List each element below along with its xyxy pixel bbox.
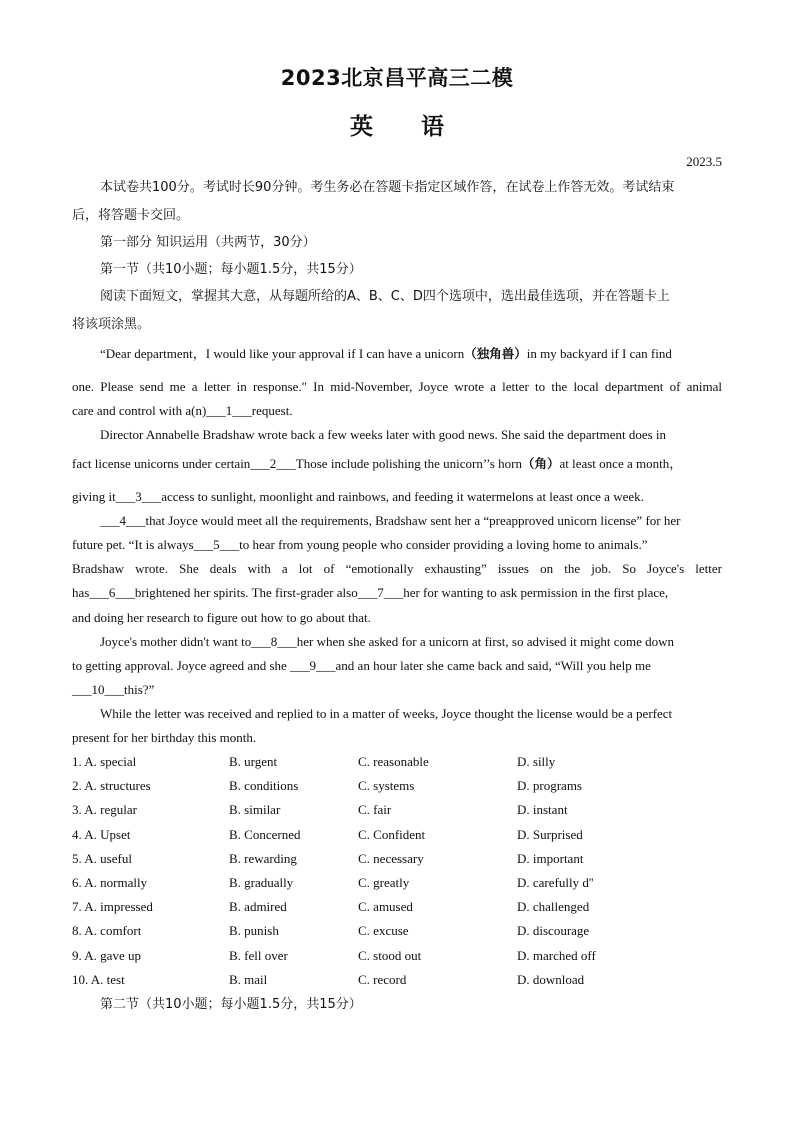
passage-line-16: present for her birthday this month. — [72, 730, 257, 745]
option-3-d: D. instant — [517, 802, 568, 818]
option-5-b: B. rewarding — [229, 850, 297, 866]
option-10-c: C. record — [358, 971, 407, 987]
option-1-b: B. urgent — [229, 754, 278, 769]
passage-line-10: has___6___brightened her spirits. The first-grader also___7___her for wanting to ask permission in the first place, — [72, 585, 669, 600]
option-5-a: 5. A. useful — [72, 850, 132, 866]
option-10-a: 10. A. test — [72, 971, 125, 987]
passage-line-8: future pet. “It is always___5___to hear from young people who consider providing a loving home to animals.” — [72, 537, 648, 552]
section-two-heading: 第二节（共10小题；每小题1.5分，共15分） — [100, 997, 362, 1012]
option-4-a: 4. A. Upset — [72, 826, 131, 842]
option-6-d: D. carefully d'' — [517, 875, 594, 890]
option-9-d: D. marched off — [517, 947, 596, 963]
option-2-b: B. conditions — [229, 778, 299, 794]
intro-line-1: 本试卷共100分。考试时长90分钟。考生务必在答题卡指定区域作答，在试卷上作答无效。考试结束 — [100, 180, 675, 195]
passage-line-1 — [72, 346, 722, 362]
passage-line-15: While the letter was received and replied to in a matter of weeks, Joyce thought the license would be a perfect — [100, 706, 673, 721]
option-1-a: 1. A. special — [72, 754, 137, 769]
instruction-line-2: 将该项涂黑。 — [72, 317, 151, 332]
option-2-a: 2. A. structures — [72, 778, 151, 794]
intro-line-2: 后，将答题卡交回。 — [72, 208, 190, 223]
exam-date: 2023.5 — [686, 154, 722, 169]
passage-line-5 — [72, 456, 722, 472]
option-6-c: C. greatly — [358, 875, 410, 890]
option-3-c: C. fair — [358, 802, 392, 818]
passage-line-11: and doing her research to figure out how to go about that. — [72, 610, 371, 625]
passage-line-5c: at least once a month， — [559, 456, 683, 471]
option-2-c: C. systems — [358, 778, 415, 794]
passage-line-2: one. Please send me a letter in response." In mid-November, Joyce wrote a letter to the local department of animal — [72, 379, 722, 394]
option-7-a: 7. A. impressed — [72, 899, 153, 915]
option-7-b: B. admired — [229, 899, 287, 915]
subject-heading — [0, 108, 794, 141]
option-1-c: C. reasonable — [358, 754, 429, 769]
section-one-heading: 第一节（共10小题；每小题1.5分，共15分） — [100, 262, 362, 277]
passage-line-5a: fact license unicorns under certain___2___Those include polishing the unicorn’’s horn — [72, 456, 522, 471]
option-9-b: B. fell over — [229, 947, 288, 963]
option-8-b: B. punish — [229, 923, 279, 939]
passage-line-1c: in my backyard if I can find — [526, 346, 672, 361]
option-7-c: C. amused — [358, 899, 413, 915]
passage-line-3: care and control with a(n)___1___request. — [72, 403, 293, 418]
option-6-b: B. gradually — [229, 875, 294, 890]
option-3-b: B. similar — [229, 802, 281, 818]
part-one-heading: 第一部分 知识运用（共两节，30分） — [100, 235, 316, 250]
passage-line-9: Bradshaw wrote. She deals with a lot of “emotionally exhausting” issues on the job. So Joyce's letter — [72, 561, 722, 576]
option-10-d: D. download — [517, 971, 585, 987]
option-8-a: 8. A. comfort — [72, 923, 142, 939]
option-3-a: 3. A. regular — [72, 802, 137, 818]
passage-line-5-gloss: （角） — [521, 456, 560, 471]
option-2-d: D. programs — [517, 778, 582, 794]
option-6-a: 6. A. normally — [72, 875, 148, 890]
instruction-line-1: 阅读下面短文，掌握其大意，从每题所给的A、B、C、D四个选项中，选出最佳选项，并在答题卡上 — [100, 289, 670, 304]
passage-line-12: Joyce's mother didn't want to___8___her when she asked for a unicorn at first, so advised it might come down — [100, 634, 675, 649]
option-5-c: C. necessary — [358, 850, 424, 866]
option-1-d: D. silly — [517, 754, 556, 769]
subject-char-2: 语 — [421, 114, 444, 140]
exam-title: 2023北京昌平高三二模 — [280, 66, 514, 90]
passage-line-13: to getting approval. Joyce agreed and she ___9___and an hour later she came back and said, “Will you help me — [72, 658, 651, 673]
option-8-c: C. excuse — [358, 923, 409, 939]
option-10-b: B. mail — [229, 971, 268, 987]
passage-line-7: ___4___that Joyce would meet all the requirements, Bradshaw sent her a “preapproved unicorn license” for her — [100, 513, 681, 528]
passage-line-6: giving it___3___access to sunlight, moonlight and rainbows, and feeding it watermelons at least once a week. — [72, 489, 644, 504]
passage-line-1-gloss: （独角兽） — [464, 346, 527, 361]
option-7-d: D. challenged — [517, 899, 590, 915]
option-9-c: C. stood out — [358, 947, 422, 963]
subject-char-1: 英 — [350, 114, 373, 140]
passage-line-1a: “Dear department，I would like your approval if I can have a unicorn — [100, 346, 465, 361]
option-4-d: D. Surprised — [517, 826, 583, 842]
option-9-a: 9. A. gave up — [72, 947, 141, 963]
option-4-c: C. Confident — [358, 826, 426, 842]
passage-line-4: Director Annabelle Bradshaw wrote back a few weeks later with good news. She said the department does in — [100, 427, 667, 442]
passage-line-14: ___10___this?” — [72, 682, 155, 697]
option-5-d: D. important — [517, 850, 584, 866]
option-8-d: D. discourage — [517, 923, 590, 939]
option-4-b: B. Concerned — [229, 826, 301, 842]
